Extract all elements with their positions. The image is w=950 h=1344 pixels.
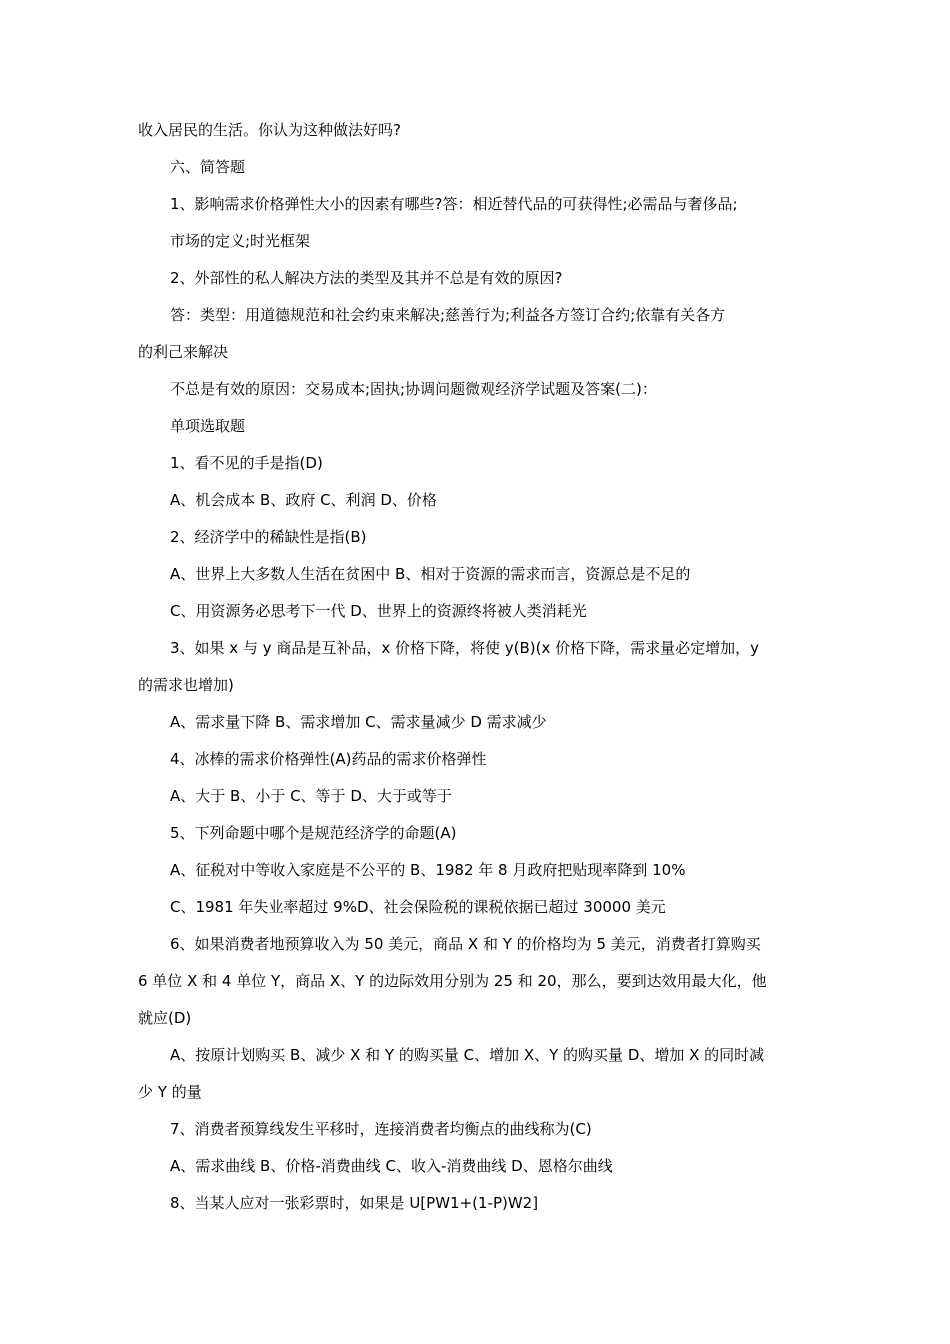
text-line: A、征税对中等收入家庭是不公平的 B、1982 年 8 月政府把贴现率降到 10% xyxy=(170,861,686,879)
text-line: A、世界上大多数人生活在贫困中 B、相对于资源的需求而言，资源总是不足的 xyxy=(170,565,691,583)
text-line: 8、当某人应对一张彩票时，如果是 U[PW1+(1-P)W2] xyxy=(170,1194,539,1212)
text-line: 1、看不见的手是指(D) xyxy=(170,454,323,472)
text-line: 收入居民的生活。你认为这种做法好吗? xyxy=(138,121,401,139)
text-line: 1、影响需求价格弹性大小的因素有哪些?答：相近替代品的可获得性;必需品与奢侈品; xyxy=(170,195,738,213)
text-line: 6 单位 X 和 4 单位 Y，商品 X、Y 的边际效用分别为 25 和 20，那么，要到达效用最大化，他 xyxy=(138,972,767,990)
text-line: 的利己来解决 xyxy=(138,343,229,361)
text-line: A、机会成本 B、政府 C、利润 D、价格 xyxy=(170,491,437,509)
text-line: 少 Y 的量 xyxy=(138,1083,202,1101)
text-line: 4、冰棒的需求价格弹性(A)药品的需求价格弹性 xyxy=(170,750,487,768)
text-line: A、按原计划购买 B、减少 X 和 Y 的购买量 C、增加 X、Y 的购买量 D、增加 X 的同时减 xyxy=(170,1046,765,1064)
text-line: 单项选取题 xyxy=(170,417,246,435)
text-line: 3、如果 x 与 y 商品是互补品，x 价格下降，将使 y(B)(x 价格下降，需求量必定增加，y xyxy=(170,639,760,657)
text-line: 2、经济学中的稀缺性是指(B) xyxy=(170,528,367,546)
text-line: C、1981 年失业率超过 9%D、社会保险税的课税依据已超过 30000 美元 xyxy=(170,898,666,916)
text-line: 5、下列命题中哪个是规范经济学的命题(A) xyxy=(170,824,457,842)
text-line: A、需求量下降 B、需求增加 C、需求量减少 D 需求减少 xyxy=(170,713,547,731)
text-line: 7、消费者预算线发生平移时，连接消费者均衡点的曲线称为(C) xyxy=(170,1120,592,1138)
text-line: 答：类型：用道德规范和社会约束来解决;慈善行为;利益各方签订合约;依靠有关各方 xyxy=(170,306,726,324)
text-line: A、需求曲线 B、价格-消费曲线 C、收入-消费曲线 D、恩格尔曲线 xyxy=(170,1157,613,1175)
text-line: C、用资源务必思考下一代 D、世界上的资源终将被人类消耗光 xyxy=(170,602,587,620)
text-line: 六、简答题 xyxy=(170,158,246,176)
text-line: 6、如果消费者地预算收入为 50 美元，商品 X 和 Y 的价格均为 5 美元，消费者打算购买 xyxy=(170,935,761,953)
text-line: 不总是有效的原因：交易成本;固执;协调问题微观经济学试题及答案(二)： xyxy=(170,380,657,398)
text-line: 市场的定义;时光框架 xyxy=(170,232,311,250)
document-page xyxy=(138,112,814,1222)
text-line: 2、外部性的私人解决方法的类型及其并不总是有效的原因? xyxy=(170,269,563,287)
text-line: 就应(D) xyxy=(138,1009,192,1027)
text-line: 的需求也增加) xyxy=(138,676,234,694)
text-line: A、大于 B、小于 C、等于 D、大于或等于 xyxy=(170,787,452,805)
